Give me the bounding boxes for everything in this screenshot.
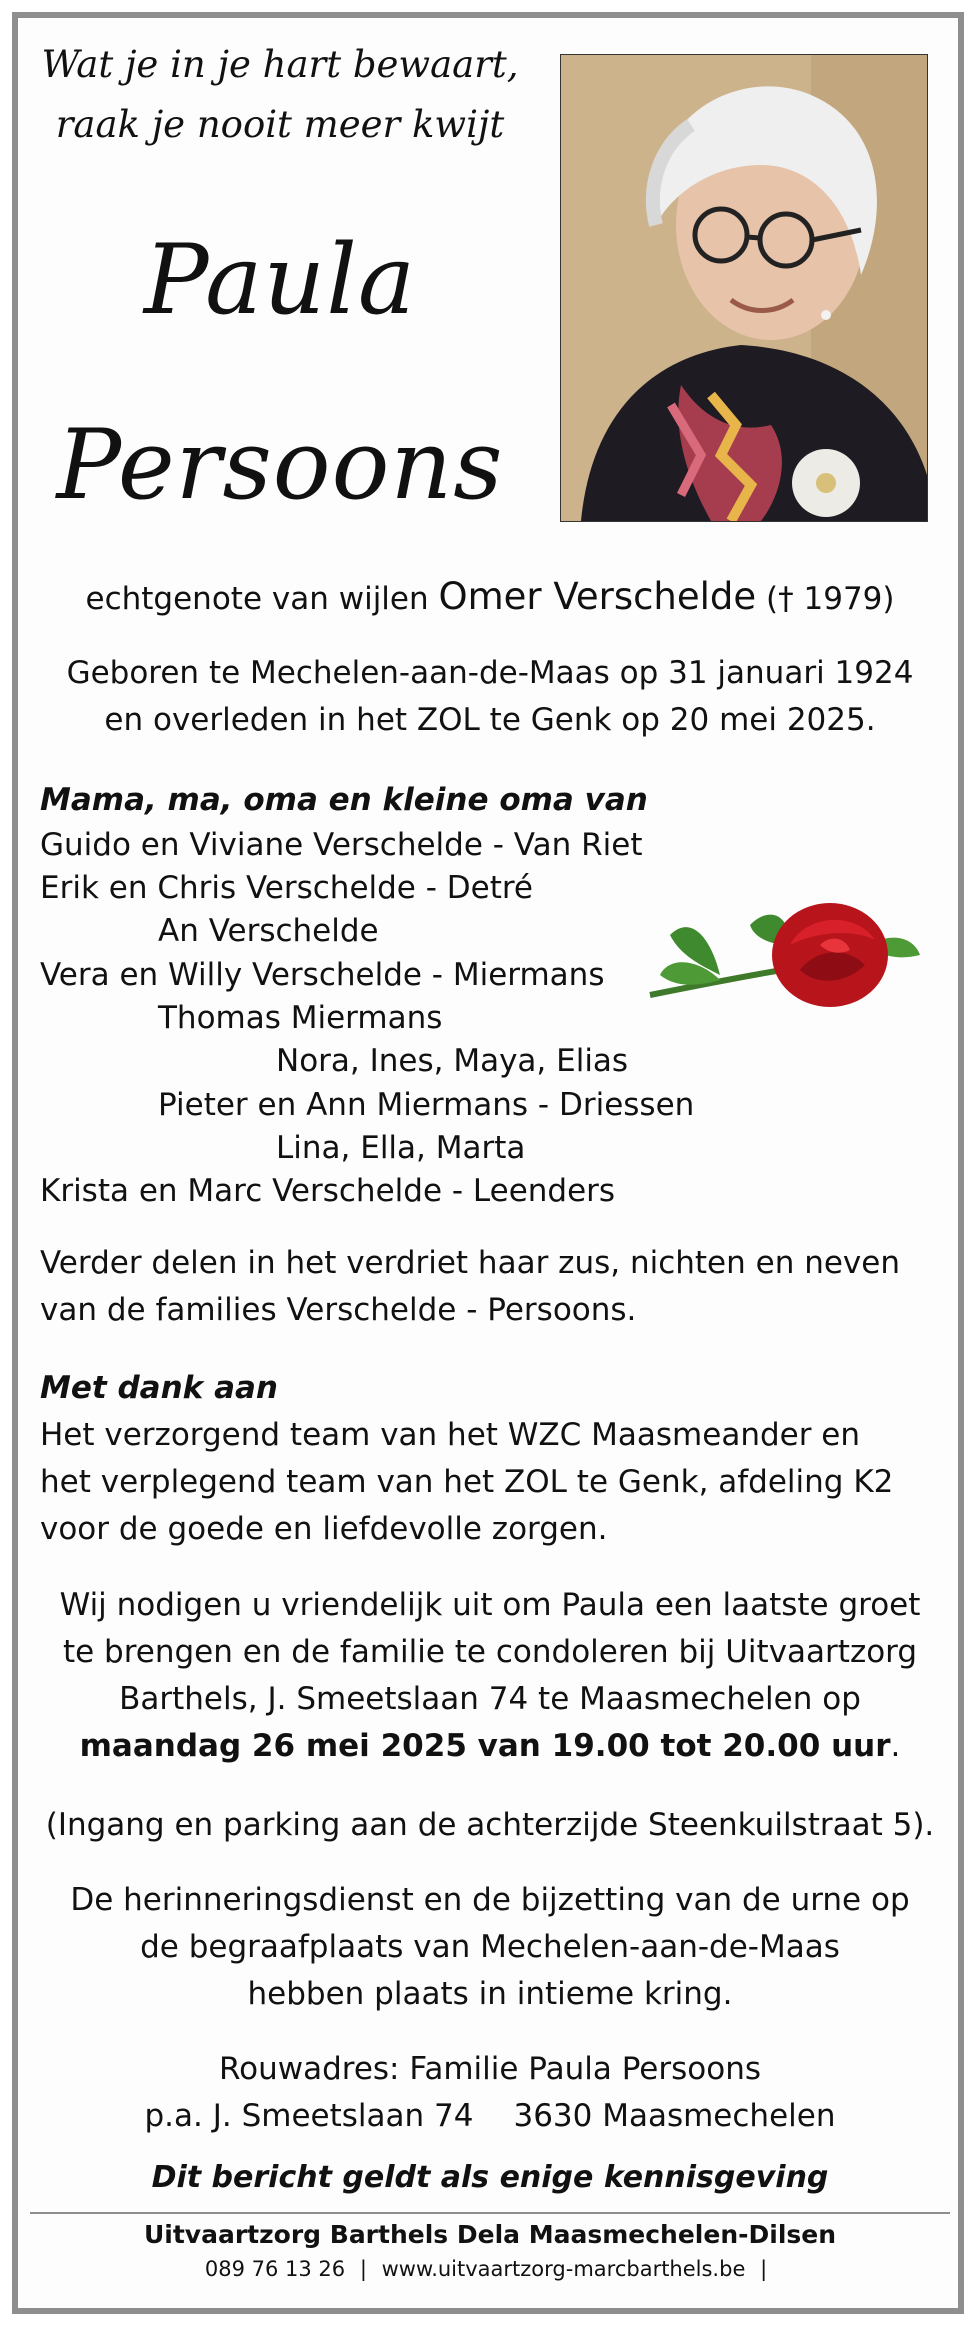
family-member: An Verschelde (158, 913, 379, 949)
footer-website[interactable]: www.uitvaartzorg-marcbarthels.be (381, 2257, 746, 2281)
portrait-photo (560, 54, 928, 522)
spouse-prefix: echtgenote van wijlen (85, 581, 429, 617)
address-street: p.a. J. Smeetslaan 74 (144, 2098, 474, 2134)
quote-line-2: raak je nooit meer kwijt (55, 103, 505, 146)
sharing-line-1: Verder delen in het verdriet haar zus, nichten en neven (40, 1245, 900, 1281)
invitation-line-3: Barthels, J. Smeetslaan 74 te Maasmechelen op (119, 1681, 861, 1717)
service-line-1: De herinneringsdienst en de bijzetting van de urne op (70, 1882, 910, 1918)
thanks-line-1: Het verzorgend team van het WZC Maasmeander en (40, 1417, 861, 1453)
thanks-line-3: voor de goede en liefdevolle zorgen. (40, 1511, 608, 1547)
funeral-company: Uitvaartzorg Barthels Dela Maasmechelen-Dilsen (143, 2220, 837, 2249)
family-member: Pieter en Ann Miermans - Driessen (158, 1087, 695, 1123)
footer-contact (30, 2254, 950, 2284)
invitation-line-4 (30, 1723, 950, 1769)
family-member: Lina, Ella, Marta (276, 1130, 526, 1166)
visitation-time: maandag 26 mei 2025 van 19.00 tot 20.00 uur (79, 1728, 891, 1764)
spouse-line (30, 574, 950, 622)
rose-illustration (640, 875, 930, 1025)
family-heading: Mama, ma, oma en kleine oma van (40, 782, 648, 818)
family-member: Erik en Chris Verschelde - Detré (40, 870, 534, 906)
invitation-end: . (890, 1728, 901, 1764)
deceased-first-name: Paula (143, 224, 417, 336)
thanks-heading: Met dank aan (40, 1370, 278, 1406)
quote-line-1: Wat je in je hart bewaart, (41, 43, 519, 86)
family-member: Thomas Miermans (158, 1000, 443, 1036)
family-member: Nora, Ines, Maya, Elias (276, 1043, 629, 1079)
footer-phone: 089 76 13 26 (204, 2257, 346, 2281)
notice-line: Dit bericht geldt als enige kennisgeving (151, 2160, 829, 2195)
deceased-last-name: Persoons (56, 409, 504, 521)
spouse-death-note: († 1979) (766, 581, 895, 617)
invitation-line-2: te brengen en de familie te condoleren bij Uitvaartzorg (62, 1634, 918, 1670)
service-line-3: hebben plaats in intieme kring. (247, 1976, 733, 2012)
address-line-1: Rouwadres: Familie Paula Persoons (218, 2051, 761, 2087)
family-member: Vera en Willy Verschelde - Miermans (40, 957, 605, 993)
family-member: Guido en Viviane Verschelde - Van Riet (40, 827, 643, 863)
address-line-2 (30, 2093, 950, 2139)
portrait-illustration (561, 55, 927, 521)
family-member: Krista en Marc Verschelde - Leenders (40, 1173, 616, 1209)
thanks-line-2: het verplegend team van het ZOL te Genk, afdeling K2 (40, 1464, 894, 1500)
spouse-name: Omer Verschelde (438, 575, 757, 618)
footer-trailing-separator: | (760, 2257, 768, 2281)
invitation-line-1: Wij nodigen u vriendelijk uit om Paula een laatste groet (59, 1587, 921, 1623)
address-city: 3630 Maasmechelen (513, 2098, 836, 2134)
death-line: en overleden in het ZOL te Genk op 20 mei 2025. (104, 702, 876, 738)
parking-note: (Ingang en parking aan de achterzijde Steenkuilstraat 5). (45, 1807, 935, 1843)
footer-divider (30, 2212, 950, 2214)
footer-separator: | (359, 2257, 367, 2281)
birth-line: Geboren te Mechelen-aan-de-Maas op 31 januari 1924 (66, 655, 914, 691)
service-line-2: de begraafplaats van Mechelen-aan-de-Maas (140, 1929, 840, 1965)
sharing-line-2: van de families Verschelde - Persoons. (40, 1292, 637, 1328)
